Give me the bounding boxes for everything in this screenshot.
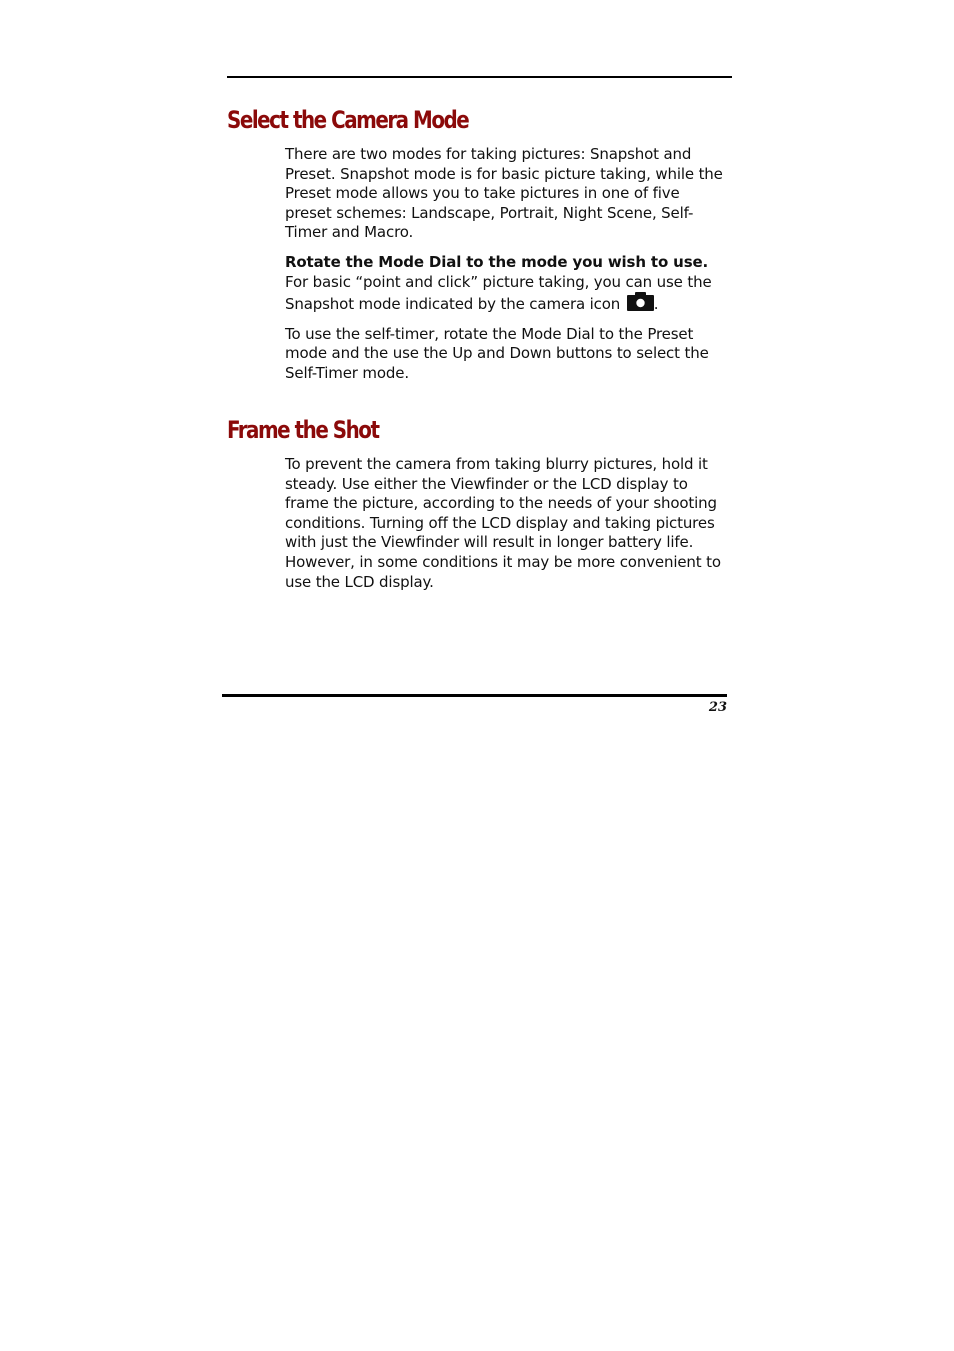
paragraph-modes-intro: There are two modes for taking pictures: Snapshot and Preset. Snapshot mode is for basic picture taking, while the Preset mode allows you to take pictures in one of five preset schemes: Landscape, Portrait, Night Scene, Self-Timer and Macro.: [285, 145, 723, 242]
paragraph-mode-dial-end: .: [653, 295, 659, 314]
paragraph-self-timer: To use the self-timer, rotate the Mode Dial to the Preset mode and the use the Up and Down buttons to select the Self-Timer mode.: [285, 324, 709, 382]
section-heading-frame-the-shot: Frame the Shot: [227, 416, 379, 444]
section-body-select-camera-mode: [285, 145, 730, 384]
footer-rule: [222, 694, 727, 697]
section-body-frame-the-shot: [285, 455, 730, 592]
paragraph-framing: To prevent the camera from taking blurry pictures, hold it steady. Use either the Viewfinder or the LCD display to frame the picture, according to the needs of your shooting conditions. Turning off the LCD display and taking pictures with just the Viewfinder will result in longer battery life. However, in some conditions it may be more convenient to use the LCD display.: [285, 455, 721, 591]
header-rule: [227, 76, 732, 78]
paragraph-mode-dial-text: For basic “point and click” picture taking, you can use the Snapshot mode indicated by the camera icon: [285, 272, 712, 314]
instruction-rotate-mode-dial: Rotate the Mode Dial to the mode you wish to use.: [285, 252, 709, 271]
page-number: 23: [708, 700, 727, 715]
paragraph-mode-dial: [285, 253, 730, 315]
section-heading-select-camera-mode: Select the Camera Mode: [227, 106, 469, 134]
camera-icon: [627, 292, 654, 311]
